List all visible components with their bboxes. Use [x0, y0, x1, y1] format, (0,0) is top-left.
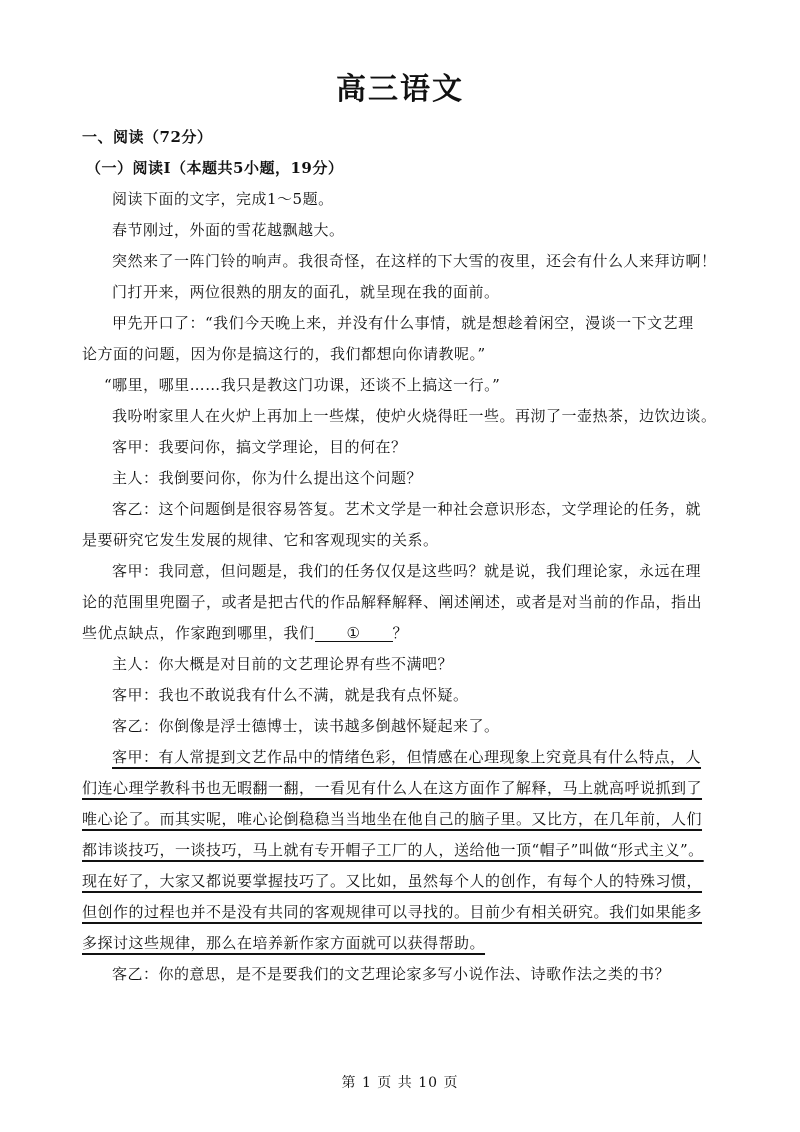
underlined-text: 客甲：有人常提到文艺作品中的情绪色彩，但情感在心理现象上究竟具有什么特点，人 — [112, 748, 702, 766]
dialogue-line: 客乙：这个问题倒是很容易答复。艺术文学是一种社会意识形态，文学理论的任务，就 — [112, 500, 702, 518]
paragraph: 我吩咐家里人在火炉上再加上一些煤，使炉火烧得旺一些。再沏了一壶热茶，边饮边谈。 — [112, 407, 717, 425]
dialogue-line: 客乙：你倒像是浮士德博士，读书越多倒越怀疑起来了。 — [112, 717, 500, 735]
underlined-text: 现在好了，大家又都说要掌握技巧了。又比如，虽然每个人的创作，有每个人的特殊习惯， — [82, 872, 703, 890]
dialogue-line: 客甲：我要问你，搞文学理论，目的何在？ — [112, 438, 407, 456]
underlined-text: 们连心理学教科书也无暇翻一翻，一看见有什么人在这方面作了解释，马上就高呼说抓到了 — [82, 779, 703, 797]
underlined-passage-line — [82, 804, 722, 835]
passage — [82, 122, 722, 990]
section-heading: 一、阅读（72分） — [82, 128, 213, 146]
paragraph: 甲先开口了：“我们今天晚上来，并没有什么事情，就是想趁着闲空，漫谈一下文艺理 — [112, 314, 694, 332]
underlined-text: 多探讨这些规律，那么在培养新作家方面就可以获得帮助。 — [82, 934, 486, 952]
dialogue-line: 主人：我倒要问你，你为什么提出这个问题？ — [112, 469, 423, 487]
dialogue-line: 主人：你大概是对目前的文艺理论界有些不满吧？ — [112, 655, 454, 673]
text-segment: 些优点缺点，作家跑到哪里，我们 — [82, 624, 315, 642]
dialogue-line: 客甲：我也不敢说我有什么不满，就是我有点怀疑。 — [112, 686, 469, 704]
paragraph: 门打开来，两位很熟的朋友的面孔，就呈现在我的面前。 — [112, 283, 500, 301]
underlined-text: 唯心论了。而其实呢，唯心论倒稳稳当当地坐在他自己的脑子里。又比方，在几年前，人们 — [82, 810, 703, 828]
page-footer: 第 1 页 共 10 页 — [341, 1075, 459, 1091]
underlined-passage-line — [82, 928, 722, 959]
underlined-passage-line — [82, 773, 722, 804]
page-title: 高三语文 — [336, 72, 464, 107]
text-segment: ？ — [392, 624, 409, 642]
dialogue-line: 是要研究它发生发展的规律、它和客观现实的关系。 — [82, 531, 439, 549]
instruction: 阅读下面的文字，完成1～5题。 — [112, 190, 334, 208]
dialogue-line: 论的范围里兜圈子，或者是把古代的作品解释解释、阐述阐述，或者是对当前的作品，指出 — [82, 593, 703, 611]
paragraph: 突然来了一阵门铃的响声。我很奇怪，在这样的下大雪的夜里，还会有什么人来拜访啊！ — [112, 252, 717, 270]
paragraph: 论方面的问题，因为你是搞这行的，我们都想向你请教呢。” — [82, 345, 486, 363]
fill-blank-1: ① — [315, 625, 393, 642]
subsection-heading: （一）阅读Ⅰ（本题共5小题，19分） — [86, 159, 344, 177]
underlined-passage-line — [82, 866, 722, 897]
dialogue-line-with-blank — [82, 618, 722, 649]
dialogue-line: 客乙：你的意思，是不是要我们的文艺理论家多写小说作法、诗歌作法之类的书？ — [112, 965, 671, 983]
paragraph: 春节刚过，外面的雪花越飘越大。 — [112, 221, 345, 239]
underlined-passage-line — [82, 897, 722, 928]
underlined-passage-line — [82, 835, 722, 866]
underlined-text: 但创作的过程也并不是没有共同的客观规律可以寻找的。目前少有相关研究。我们如果能多 — [82, 903, 703, 921]
underlined-passage-line — [82, 742, 722, 773]
dialogue-line: 客甲：我同意，但问题是，我们的任务仅仅是这些吗？就是说，我们理论家，永远在理 — [112, 562, 702, 580]
paragraph: “哪里，哪里……我只是教这门功课，还谈不上搞这一行。” — [104, 376, 501, 394]
underlined-text: 都讳谈技巧，一谈技巧，马上就有专开帽子工厂的人，送给他一顶“帽子”叫做“形式主义”。 — [82, 841, 704, 859]
